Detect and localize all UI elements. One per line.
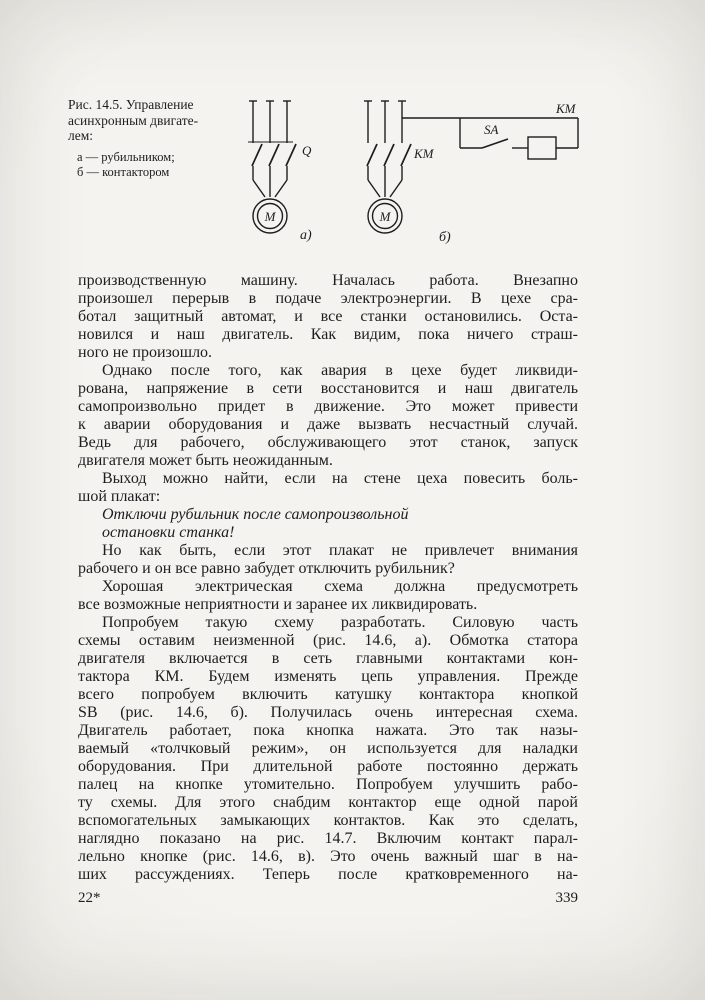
text-line: к аварии оборудования и даже вызвать несчастный случай. [78, 416, 578, 433]
km-coil-label: КМ [556, 101, 576, 116]
text-line: Но как быть, если этот плакат не привлечет внимания [102, 542, 578, 559]
paragraph [78, 542, 578, 578]
text-line: новился и наш двигатель. Как видим, пока ничего страш- [78, 326, 578, 343]
paragraph [78, 578, 578, 614]
figure-14-5 [68, 95, 583, 263]
figure-caption [68, 97, 238, 180]
circuit-diagram [238, 95, 583, 263]
text-line: схемы оставим неизменной (рис. 14.6, а). Обмотка статора [78, 632, 578, 649]
text-line: производственную машину. Началась работа. Внезапно [78, 272, 578, 289]
text-line: наглядно показано на рис. 14.7. Включим контакт парал- [78, 830, 578, 847]
text-line: Выход можно найти, если на стене цеха повесить боль- [102, 470, 578, 487]
sublabel-b: б) [439, 230, 451, 245]
page-number: 339 [555, 890, 578, 906]
text-line: рабочего и он все равно забудет отключить рубильник? [78, 560, 455, 577]
paragraph [102, 506, 562, 542]
text-line: оборудования. При длительной работе постоянно держать [78, 758, 578, 775]
text-line: Хорошая электрическая схема должна предусмотреть [102, 578, 578, 595]
paragraph [78, 362, 578, 470]
text-line: ту схемы. Для этого снабдим контактор еще одной парой [78, 794, 578, 811]
text-line: палец на кнопке утомительно. Попробуем улучшить рабо- [78, 776, 578, 793]
caption-line: а — рубильником; [77, 149, 175, 164]
text-line: ботал защитный автомат, и все станки остановились. Оста- [78, 308, 578, 325]
text-line: вспомогательных замыкающих контактов. Как это сделать, [78, 812, 578, 829]
text-line: Ведь для рабочего, обслуживающего этот станок, запуск [78, 434, 578, 451]
text-line: Отключи рубильник после самопроизвольной [102, 506, 409, 523]
text-line: все возможные неприятности и заранее их ликвидировать. [78, 596, 478, 613]
paragraph [78, 614, 578, 884]
text-line: ного не произошло. [78, 344, 213, 361]
caption-line: асинхронным двигате- [68, 112, 199, 128]
text-line: двигателя может быть неожиданным. [78, 452, 333, 469]
sublabel-a: а) [300, 228, 312, 243]
figure-caption-items [77, 150, 238, 180]
text-line: шой плакат: [78, 488, 161, 505]
text-line: лельно кнопке (рис. 14.6, в). Это очень важный шаг в на- [78, 848, 578, 865]
diagram-b-contactor [364, 101, 578, 233]
km-coil-symbol [528, 137, 556, 159]
text-line: ваемый «толчковый режим», он используется для наладки [78, 740, 578, 757]
paragraph [78, 470, 578, 506]
text-line: Попробуем такую схему разработать. Силовую часть [102, 614, 578, 631]
figure-caption-title [68, 97, 238, 144]
text-line: всего попробуем включить катушку контактора кнопкой [78, 686, 578, 703]
text-line: SB (рис. 14.6, б). Получилась очень интересная схема. [78, 704, 578, 721]
text-line: двигателя включается в сеть главными контактами кон- [78, 650, 578, 667]
sa-switch-label: SA [484, 122, 499, 137]
text-line: Двигатель работает, пока кнопка нажата. Это так назы- [78, 722, 578, 739]
body-text [78, 272, 578, 884]
text-line: Однако после того, как авария в цехе будет ликвиди- [102, 362, 578, 379]
text-line: тактора КМ. Будем изменять цепь управления. Прежде [78, 668, 578, 685]
text-line: произошел перерыв в подаче электроэнергии. В цехе сра- [78, 290, 578, 307]
page-footer [78, 890, 578, 907]
motor-a-letter: М [264, 209, 276, 224]
text-line: самопроизвольно придет в движение. Это может привести [78, 398, 578, 415]
caption-line: лем: [68, 128, 94, 143]
caption-line: Рис. 14.5. Управление [68, 97, 194, 112]
text-line: ших рассуждениях. Теперь после кратковременного на- [78, 866, 578, 883]
text-line: рована, напряжение в сети восстановится и наш двигатель [78, 380, 578, 397]
caption-line: б — контактором [77, 164, 170, 179]
motor-b-letter: М [379, 209, 391, 224]
switch-label-q: Q [302, 143, 312, 158]
paragraph [78, 272, 578, 362]
text-line: остановки станка! [102, 524, 235, 541]
contacts-label-km: КМ [414, 146, 434, 161]
signature-mark: 22* [78, 890, 101, 906]
